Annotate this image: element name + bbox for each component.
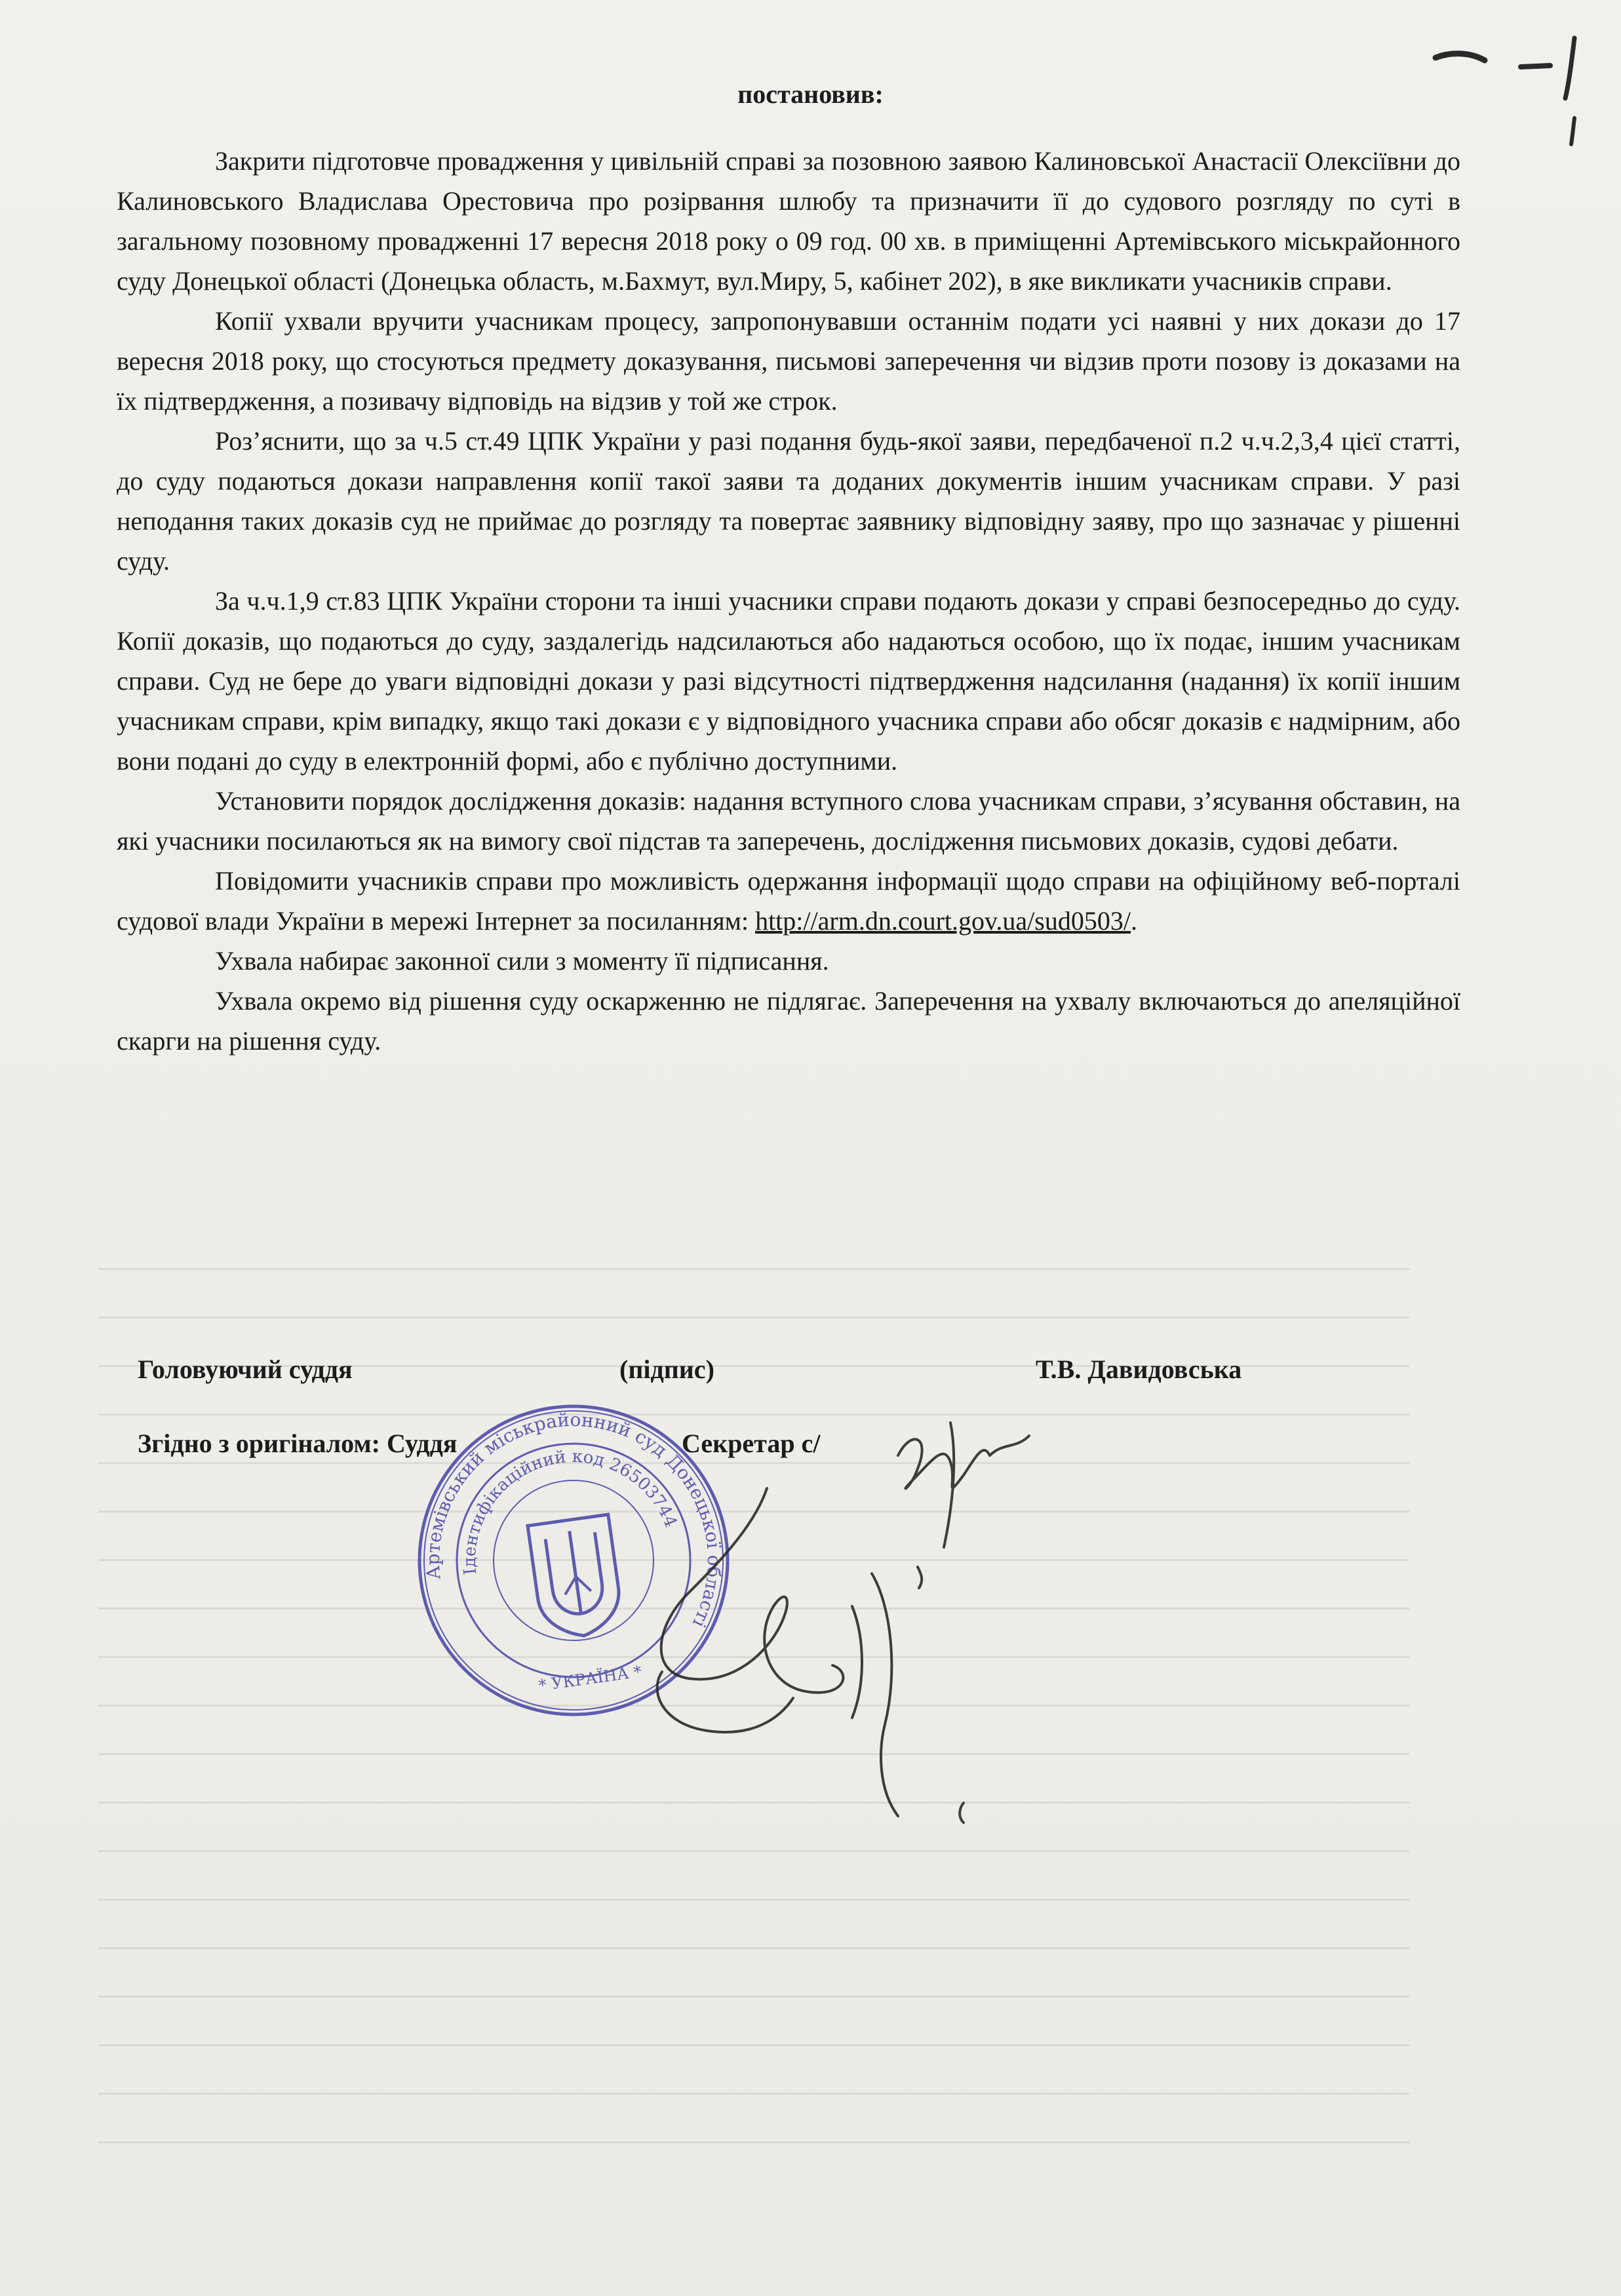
notice-text: Повідомити учасників справи про можливість одержання інформації щодо справи на офіційному веб-порталі судової влади України в мережі Інтернет за посиланням: — [117, 866, 1460, 936]
paragraph-copies: Копії ухвали вручити учасникам процесу, запропонувавши останнім подати усі наявні у них докази до 17 вересня 2018 року, що стосуються предмету доказування, письмові заперечення чи відзив проти позову із доказами на їх підтвердження, а позивачу відповідь на відзив у той же строк. — [117, 306, 1460, 416]
decision-body — [117, 141, 1460, 1061]
paragraph-clarify-art49: Роз’яснити, що за ч.5 ст.49 ЦПК України у разі подання будь-якої заяви, передбаченої п.2 ч.ч.2,3,4 цієї статті, до суду подаються докази направлення копії такої заяви та доданих документів іншим учасникам справи. У разі неподання таких доказів суд не приймає до розгляду та повертає заявнику відповідну заяву, про що зазначає у рішенні суду. — [117, 426, 1460, 576]
signature-note: (підпис) — [619, 1355, 714, 1384]
presiding-judge-label: Головуючий суддя — [138, 1355, 353, 1384]
signature-row — [0, 1354, 1621, 1393]
paragraph-legal-force: Ухвала набирає законної сили з моменту її підписання. — [215, 946, 829, 976]
paragraph-notice — [117, 861, 1460, 941]
paragraph-art83: За ч.ч.1,9 ст.83 ЦПК України сторони та інші учасники справи подають докази у справі безпосередньо до суду. Копії доказів, що подаються до суду, заздалегідь надсилаються або надаються особою, що їх подає, іншим учасникам справи. Суд не бере до уваги відповідні докази у разі відсутності підтвердження надсилання (надання) їх копії іншим учасникам справи, крім випадку, якщо такі докази є у відповідного учасника справи або обсяг доказів є надмірним, або вони подані до суду в електронній формі, або є публічно доступними. — [117, 586, 1460, 776]
paragraph-close-preparatory: Закрити підготовче провадження у цивільній справі за позовною заявою Калиновської Анастасії Олексіївни до Калиновського Владислава Орестовича про розірвання шлюбу та призначити її до судового розгляду по суті в загальному позовному провадженні 17 вересня 2018 року о 09 год. 00 хв. в приміщенні Артемівського міськрайонного суду Донецької області (Донецька область, м.Бахмут, вул.Миру, 5, кабінет 202), в яке викликати учасників справи. — [117, 146, 1460, 296]
secretary-label: Секретар с/ — [682, 1429, 821, 1458]
court-portal-link[interactable]: http://arm.dn.court.gov.ua/sud0503/ — [755, 906, 1131, 936]
certify-label: Згідно з оригіналом: Суддя — [138, 1429, 458, 1458]
paragraph-evidence-order: Установити порядок дослідження доказів: надання вступного слова учасникам справи, з’ясування обставин, на які учасники посилаються як на вимогу свої підстав та заперечень, дослідження письмових доказів, судові дебати. — [117, 786, 1460, 856]
notice-end: . — [1130, 906, 1137, 936]
judge-name: Т.В. Давидовська — [1036, 1355, 1242, 1384]
seal-bottom-text: * УКРАЇНА * — [537, 1662, 643, 1695]
seal-inner-text: Ідентифікаційний код 26503744 — [459, 1446, 681, 1576]
paragraph-appeal: Ухвала окремо від рішення суду оскарженню не підлягає. Заперечення на ухвалу включаються до апеляційної скарги на рішення суду. — [117, 986, 1460, 1056]
decision-heading: постановив: — [737, 79, 884, 109]
secretary-signature — [872, 1416, 1042, 1613]
certification-row — [0, 1428, 1621, 1467]
seal-outer-text: Артемівський міськрайонний суд Донецької області — [421, 1408, 726, 1631]
